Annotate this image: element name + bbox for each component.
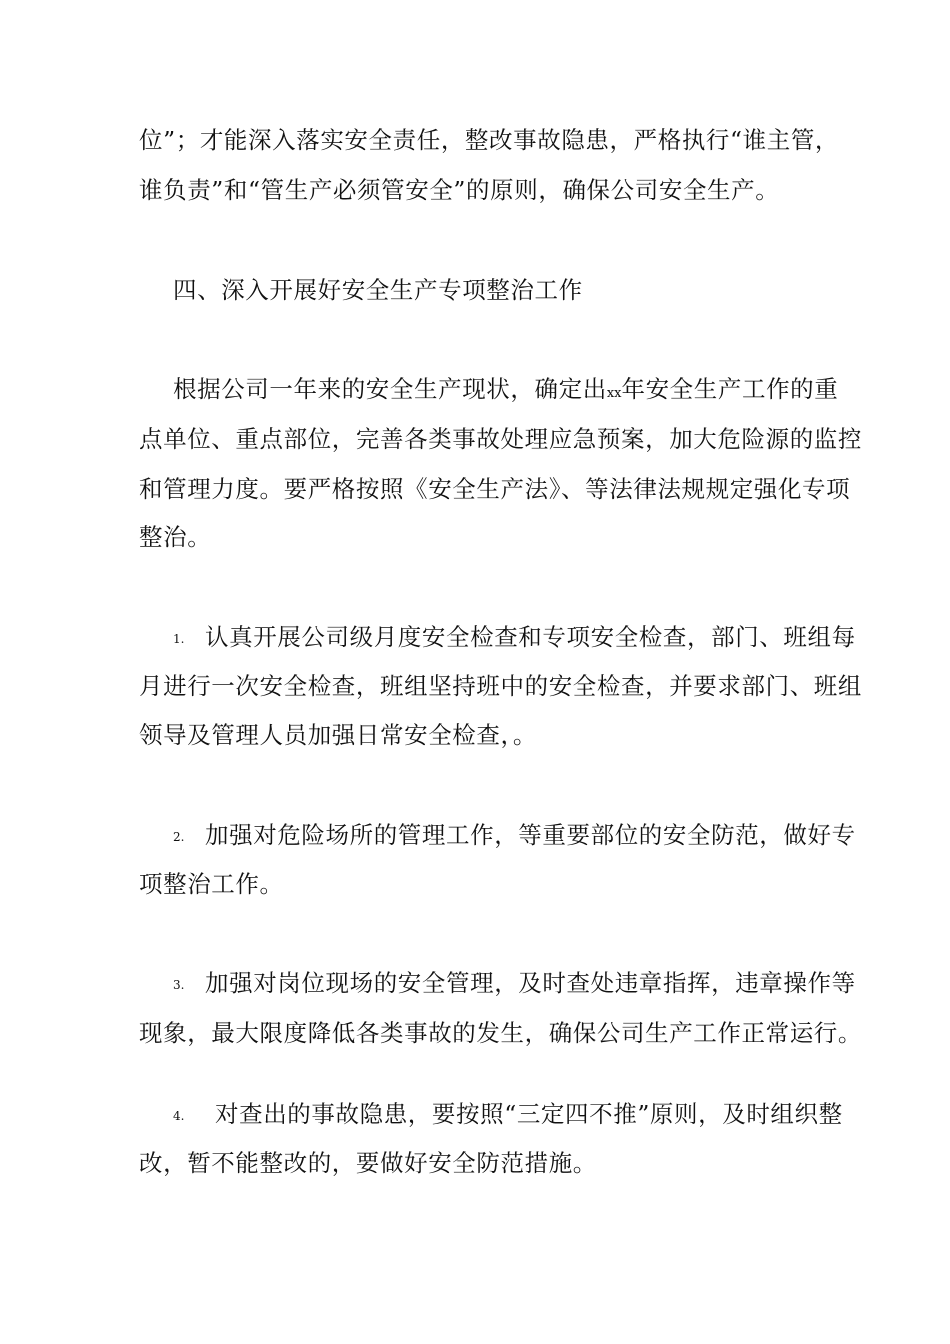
text-line (173, 1099, 843, 1131)
text-line: 位”；才能深入落实安全责任，整改事故隐患，严格执行“谁主管， (139, 126, 840, 154)
year-placeholder: xx (606, 386, 622, 401)
text-line (173, 622, 856, 654)
text-segment: 对查出的事故隐患，要按照“三定四不推”原则，及时组织整 (215, 1100, 843, 1128)
text-line (173, 968, 856, 1000)
text-segment: 年安全生产工作的重 (621, 375, 839, 403)
text-line: 项整治工作。 (139, 870, 284, 898)
text-line: 改，暂不能整改的，要做好安全防范措施。 (139, 1149, 597, 1177)
text-line: 整治。 (139, 523, 212, 551)
list-number: 3. (173, 977, 185, 992)
list-number: 4. (173, 1108, 185, 1123)
text-line: 领导及管理人员加强日常安全检查，。 (139, 721, 537, 749)
text-segment: 加强对危险场所的管理工作，等重要部位的安全防范，做好专 (205, 821, 856, 849)
text-line (173, 820, 856, 852)
text-segment: 根据公司一年来的安全生产现状，确定出 (173, 375, 607, 403)
text-line: 现象，最大限度降低各类事故的发生，确保公司生产工作正常运行。 (139, 1019, 862, 1047)
text-line: 和管理力度。要严格按照《安全生产法》、等法律法规规定强化专项 (139, 475, 851, 503)
text-line: 谁负责”和“管生产必须管安全”的原则，确保公司安全生产。 (139, 176, 780, 204)
section-heading: 四、深入开展好安全生产专项整治工作 (173, 276, 583, 304)
list-number: 1. (173, 631, 185, 646)
text-line (173, 374, 838, 409)
text-segment: 加强对岗位现场的安全管理，及时查处违章指挥，违章操作等 (205, 969, 856, 997)
text-segment: 认真开展公司级月度安全检查和专项安全检查，部门、班组每 (205, 623, 856, 651)
text-line: 月进行一次安全检查，班组坚持班中的安全检查，并要求部门、班组 (139, 672, 862, 700)
text-line: 点单位、重点部位，完善各类事故处理应急预案，加大危险源的监控 (139, 425, 862, 453)
list-number: 2. (173, 829, 185, 844)
